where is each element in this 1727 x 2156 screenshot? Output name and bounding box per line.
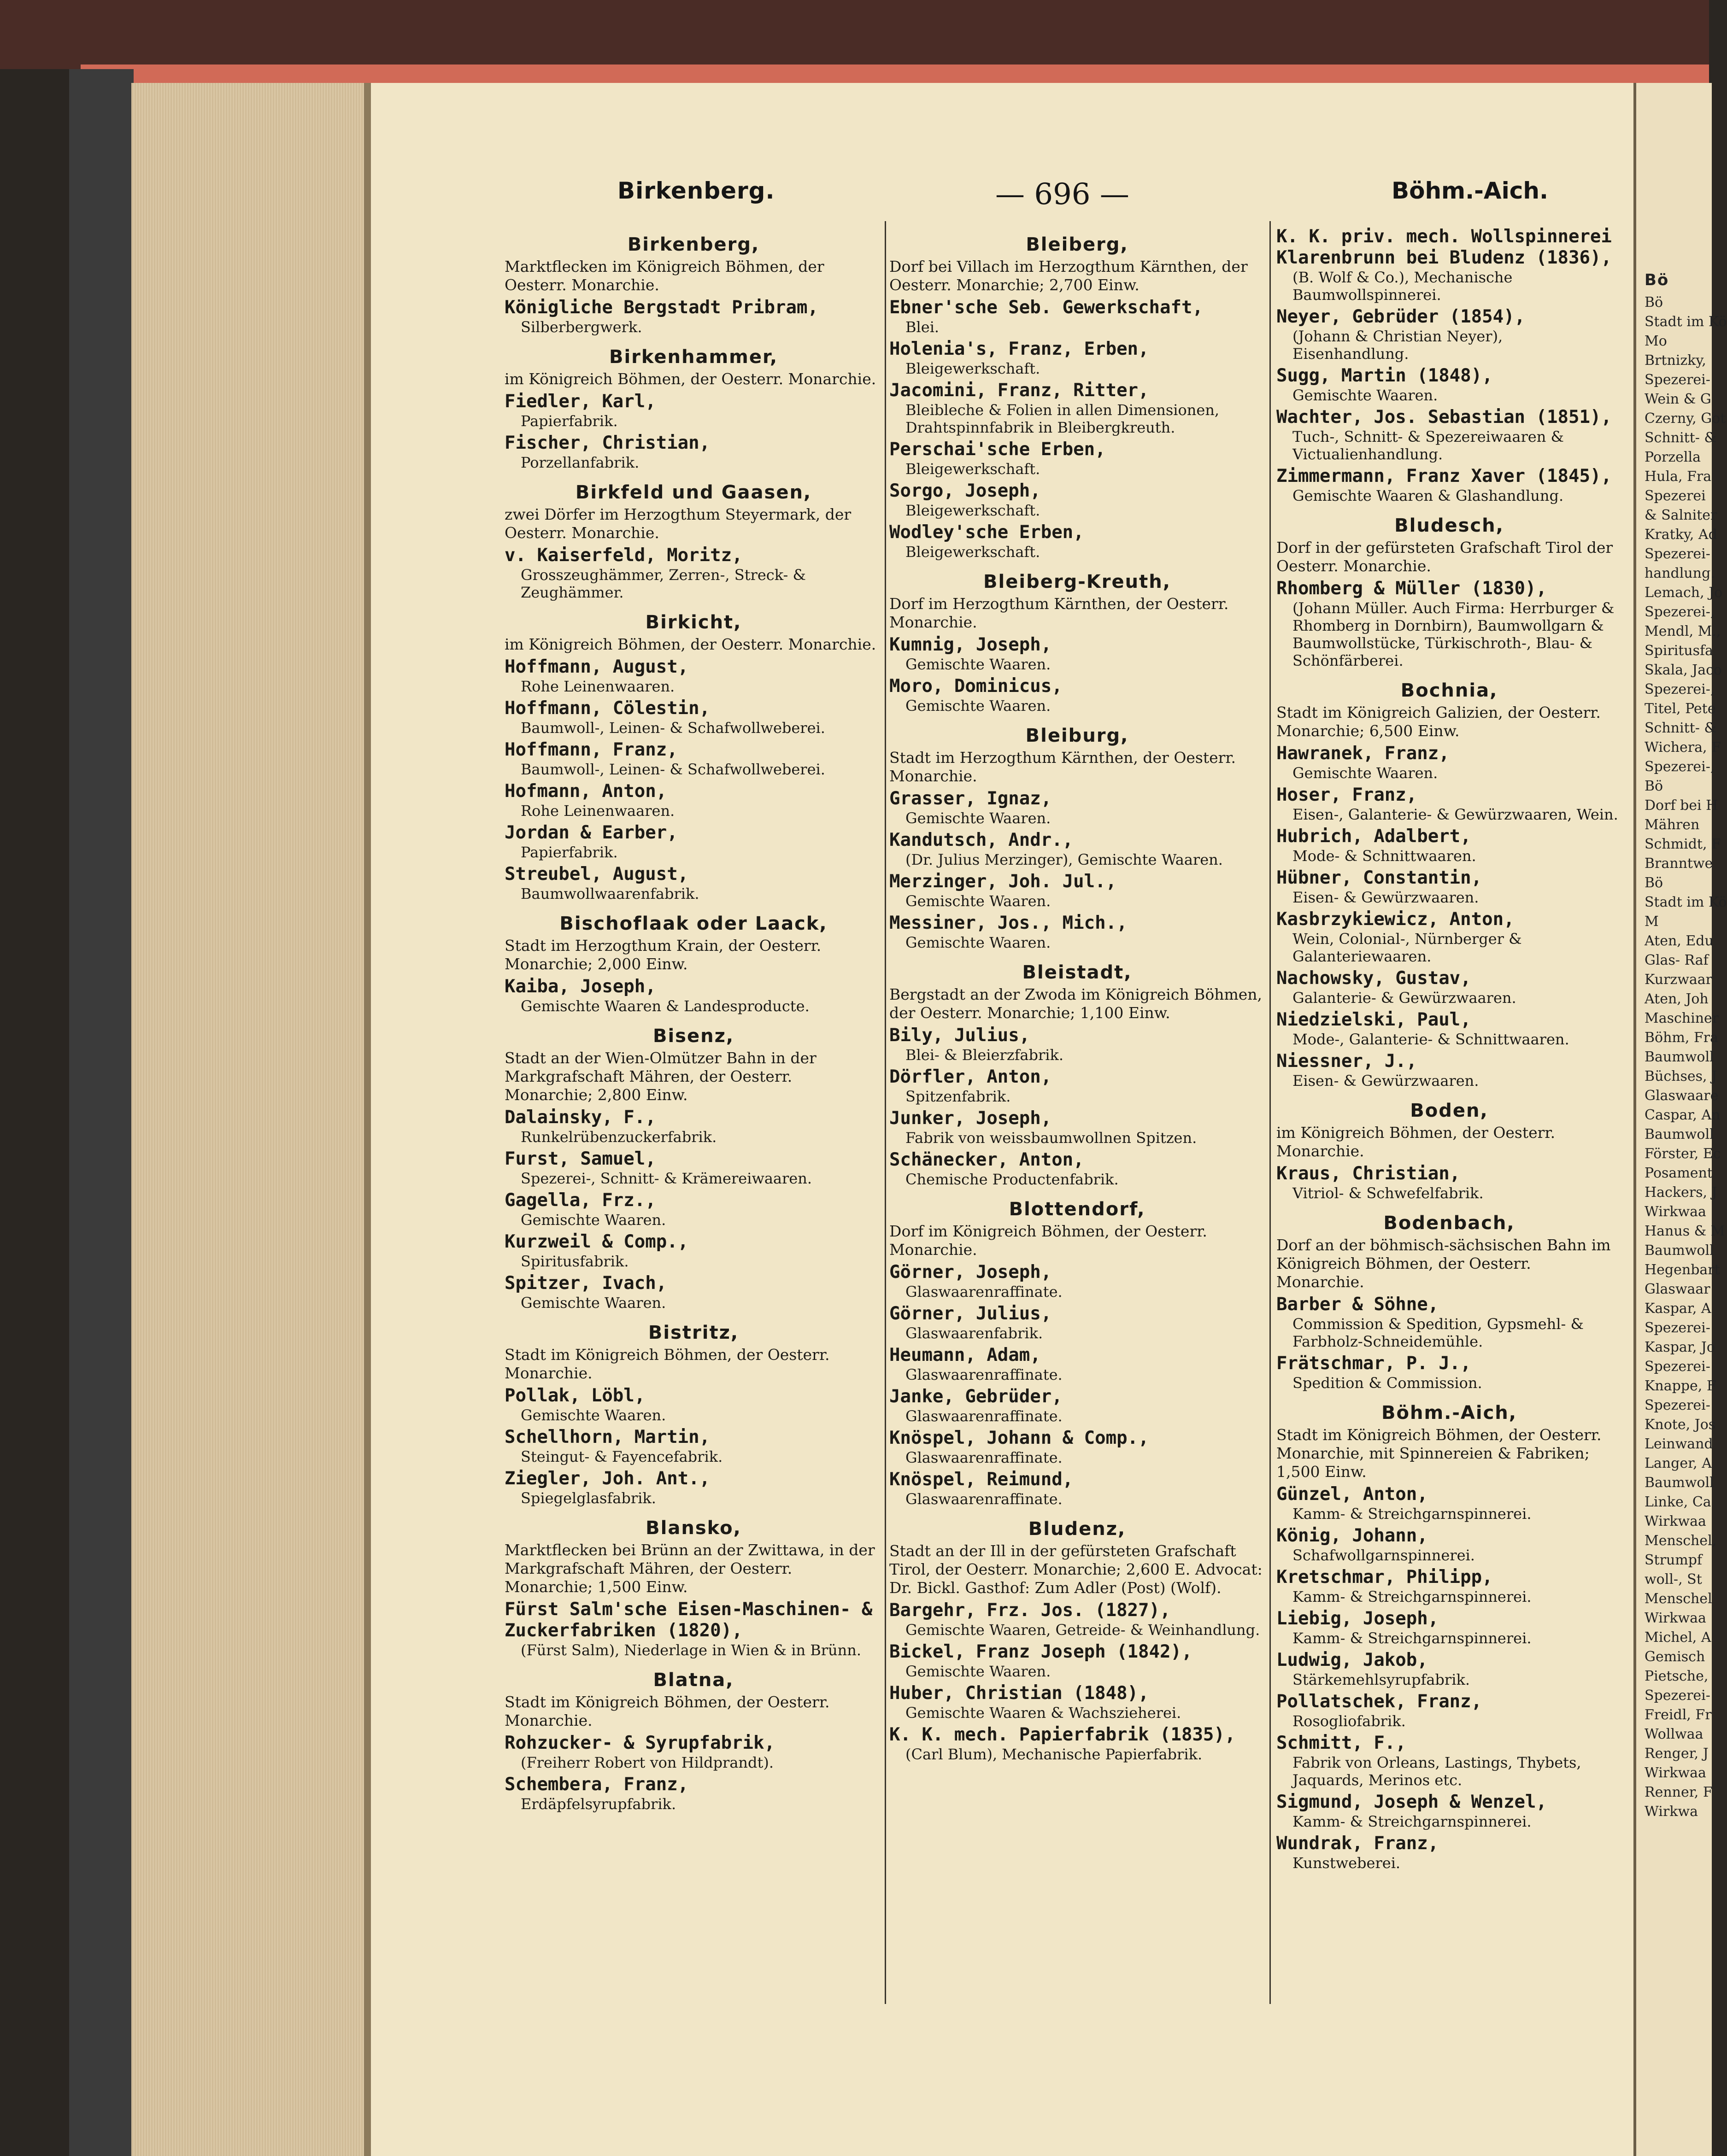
next-page-line: Stadt im Kö bbox=[1645, 314, 1727, 330]
firm-detail: Glaswaarenraffinate. bbox=[905, 1449, 1063, 1466]
column-1 bbox=[505, 223, 882, 1813]
firm-detail: Gemischte Waaren. bbox=[521, 1294, 666, 1312]
firm-detail: (Fürst Salm), Niederlage in Wien & in Brünn. bbox=[521, 1641, 862, 1659]
firm-detail: Bleigewerkschaft. bbox=[905, 543, 1040, 561]
firm-detail: Commission & Spedition, Gypsmehl- & Farbholz-Schneidemühle. bbox=[1292, 1315, 1584, 1350]
next-page-line: Baumwoll bbox=[1645, 1049, 1714, 1065]
next-page-line: Knote, Jos bbox=[1645, 1417, 1716, 1433]
firm-name: Kraus, Christian, bbox=[1276, 1163, 1461, 1184]
next-page-line: Schnitt- & bbox=[1645, 720, 1717, 736]
firm-name: Heumann, Adam, bbox=[889, 1345, 1041, 1365]
firm-detail: Stärkemehlsyrupfabrik. bbox=[1292, 1671, 1470, 1688]
place-heading: Bleiburg, bbox=[1025, 725, 1129, 746]
column-rule bbox=[1269, 221, 1271, 2004]
firm-name: Liebig, Joseph, bbox=[1276, 1608, 1439, 1629]
firm-detail: Vitriol- & Schwefelfabrik. bbox=[1292, 1184, 1484, 1202]
firm-name: Schmitt, F., bbox=[1276, 1733, 1406, 1753]
firm-name: Hübner, Constantin, bbox=[1276, 867, 1482, 888]
next-page-line: Büchses, J bbox=[1645, 1068, 1717, 1084]
next-page-line: Bö bbox=[1645, 778, 1663, 794]
firm-detail: Kamm- & Streichgarnspinnerei. bbox=[1292, 1588, 1532, 1605]
next-page-line: Spezerei-, bbox=[1645, 759, 1715, 775]
next-page-line: Branntwe bbox=[1645, 855, 1713, 872]
next-page-line: Kratky, Ad bbox=[1645, 527, 1717, 543]
next-page-line: Menschel, bbox=[1645, 1533, 1717, 1549]
firm-name: Görner, Joseph, bbox=[889, 1262, 1052, 1283]
firm-name: Barber & Söhne, bbox=[1276, 1294, 1439, 1315]
firm-name: Hofmann, Anton, bbox=[505, 781, 667, 802]
firm-name: Rhomberg & Müller (1830), bbox=[1276, 578, 1547, 599]
firm-name: Furst, Samuel, bbox=[505, 1148, 656, 1169]
firm-detail: Spedition & Commission. bbox=[1292, 1374, 1482, 1392]
firm-name: Kretschmar, Philipp, bbox=[1276, 1567, 1493, 1588]
next-page-line: Spezerei- bbox=[1645, 1687, 1710, 1704]
firm-detail: Gemischte Waaren & Landesproducte. bbox=[521, 997, 810, 1015]
next-page bbox=[1633, 83, 1727, 2156]
firm-name: Kaiba, Joseph, bbox=[505, 976, 656, 997]
firm-detail: Fabrik von weissbaumwollnen Spitzen. bbox=[905, 1129, 1197, 1147]
firm-name: Kurzweil & Comp., bbox=[505, 1231, 689, 1252]
firm-detail: Baumwollwaarenfabrik. bbox=[521, 885, 699, 902]
firm-detail: Gemischte Waaren. bbox=[905, 892, 1051, 910]
next-page-line: Hackers, J bbox=[1645, 1184, 1717, 1201]
next-page-line: Strumpf bbox=[1645, 1552, 1703, 1568]
next-page-line: Pietsche, bbox=[1645, 1668, 1709, 1684]
place-description: Dorf im Königreich Böhmen, der Oesterr. Monarchie. bbox=[889, 1222, 1207, 1259]
firm-detail: Bleibleche & Folien in allen Dimensionen, Drahtspinnfabrik in Bleibergkreuth. bbox=[905, 401, 1220, 436]
place-heading: Boden, bbox=[1410, 1100, 1488, 1121]
next-page-line: Aten, Joh bbox=[1645, 991, 1709, 1007]
firm-detail: Bleigewerkschaft. bbox=[905, 360, 1040, 377]
place-heading: Birkicht, bbox=[645, 612, 742, 633]
next-page-line: Wirkwaa bbox=[1645, 1610, 1706, 1626]
firm-name: Kandutsch, Andr., bbox=[889, 830, 1074, 850]
next-page-fragment-list bbox=[1645, 258, 1727, 1822]
firm-detail: Runkelrübenzuckerfabrik. bbox=[521, 1128, 717, 1146]
firm-detail: Gemischte Waaren. bbox=[905, 809, 1051, 827]
place-heading: Bleistadt, bbox=[1022, 962, 1132, 983]
firm-name: Schembera, Franz, bbox=[505, 1774, 689, 1795]
next-page-line: Spiritusfa bbox=[1645, 643, 1714, 659]
next-page-line: Wirkwaa bbox=[1645, 1765, 1706, 1781]
firm-detail: Rohe Leinenwaaren. bbox=[521, 802, 675, 820]
place-heading: Bleiberg, bbox=[1026, 234, 1128, 255]
next-page-line: Baumwoll bbox=[1645, 1242, 1714, 1259]
firm-name: Ludwig, Jakob, bbox=[1276, 1650, 1428, 1670]
next-page-line: Lemach, Jo bbox=[1645, 585, 1723, 601]
firm-name: Ebner'sche Seb. Gewerkschaft, bbox=[889, 297, 1203, 318]
firm-name: Schänecker, Anton, bbox=[889, 1149, 1084, 1170]
firm-detail: Gemischte Waaren. bbox=[521, 1211, 666, 1229]
firm-name: Janke, Gebrüder, bbox=[889, 1386, 1063, 1407]
firm-name: Spitzer, Ivach, bbox=[505, 1273, 667, 1294]
firm-name: Wachter, Jos. Sebastian (1851), bbox=[1276, 407, 1612, 428]
firm-detail: Papierfabrik. bbox=[521, 844, 618, 861]
firm-name: Sugg, Martin (1848), bbox=[1276, 365, 1493, 386]
next-page-line: M bbox=[1645, 914, 1659, 930]
firm-name: Görner, Julius, bbox=[889, 1303, 1052, 1324]
next-page-line: Baumwoll bbox=[1645, 1475, 1714, 1491]
next-page-line: Spezerei bbox=[1645, 488, 1706, 504]
firm-name: Perschai'sche Erben, bbox=[889, 439, 1106, 460]
firm-name: Niedzielski, Paul, bbox=[1276, 1009, 1471, 1030]
firm-detail: Rohe Leinenwaaren. bbox=[521, 678, 675, 695]
page-number: — 696 — bbox=[995, 177, 1129, 211]
place-description: Marktflecken im Königreich Böhmen, der Oesterr. Monarchie. bbox=[505, 258, 824, 294]
next-page-line: Porzella bbox=[1645, 449, 1701, 465]
next-page-line: Leinwand bbox=[1645, 1436, 1713, 1452]
firm-detail: Steingut- & Fayencefabrik. bbox=[521, 1448, 723, 1465]
firm-detail: Rosogliofabrik. bbox=[1292, 1712, 1406, 1730]
firm-name: Schellhorn, Martin, bbox=[505, 1427, 711, 1447]
place-description: im Königreich Böhmen, der Oesterr. Monarchie. bbox=[505, 370, 876, 388]
firm-name: Merzinger, Joh. Jul., bbox=[889, 871, 1117, 892]
firm-detail: Gemischte Waaren & Wachszieherei. bbox=[905, 1704, 1181, 1722]
firm-name: Sorgo, Joseph, bbox=[889, 480, 1041, 501]
firm-detail: Papierfabrik. bbox=[521, 412, 618, 430]
next-page-line: Menschel bbox=[1645, 1591, 1712, 1607]
firm-detail: Blei- & Bleierzfabrik. bbox=[905, 1046, 1064, 1064]
next-page-line: Baumwoll bbox=[1645, 1126, 1714, 1142]
firm-detail: Gemischte Waaren. bbox=[905, 1663, 1051, 1680]
next-page-line: Michel, A bbox=[1645, 1629, 1711, 1646]
column-rule bbox=[885, 221, 886, 2004]
firm-name: Kasbrzykiewicz, Anton, bbox=[1276, 909, 1515, 930]
next-page-line: Posament bbox=[1645, 1165, 1713, 1181]
firm-detail: Gemischte Waaren. bbox=[1292, 764, 1438, 782]
firm-name: Fürst Salm'sche Eisen-Maschinen- & Zuckerfabriken (1820), bbox=[505, 1599, 873, 1641]
firm-detail: Schafwollgarnspinnerei. bbox=[1292, 1547, 1475, 1564]
next-page-line: Wein & G bbox=[1645, 391, 1711, 407]
place-heading: Bludenz, bbox=[1028, 1518, 1126, 1540]
firm-name: Hoffmann, Franz, bbox=[505, 739, 678, 760]
firm-detail: Gemischte Waaren & Glashandlung. bbox=[1292, 487, 1564, 504]
place-description: Stadt im Herzogthum Kärnthen, der Oesterr. Monarchie. bbox=[889, 749, 1236, 785]
firm-detail: Gemischte Waaren. bbox=[905, 656, 1051, 673]
next-page-line: Spezerei- bbox=[1645, 1397, 1710, 1413]
firm-name: Bily, Julius, bbox=[889, 1025, 1030, 1046]
firm-detail: Eisen- & Gewürzwaaren. bbox=[1292, 1072, 1479, 1090]
place-heading: Birkfeld und Gaasen, bbox=[575, 482, 812, 503]
next-page-line: Freidl, Fr bbox=[1645, 1707, 1712, 1723]
firm-name: Ziegler, Joh. Ant., bbox=[505, 1468, 711, 1489]
place-description: Stadt an der Wien-Olmützer Bahn in der Markgrafschaft Mähren, der Oesterr. Monarchie; 2,800 Einw. bbox=[505, 1049, 817, 1104]
next-page-line: woll-, St bbox=[1645, 1571, 1702, 1588]
next-page-line: Spezerei- bbox=[1645, 1359, 1710, 1375]
next-page-line: Wirkwaa bbox=[1645, 1513, 1706, 1529]
next-page-line: Hula, Fra bbox=[1645, 469, 1712, 485]
place-description: Dorf bei Villach im Herzogthum Kärnthen, der Oesterr. Monarchie; 2,700 Einw. bbox=[889, 258, 1248, 294]
firm-name: Dalainsky, F., bbox=[505, 1107, 656, 1128]
next-page-line: Hegenbart bbox=[1645, 1262, 1720, 1278]
firm-detail: Mode-, Galanterie- & Schnittwaaren. bbox=[1292, 1031, 1569, 1048]
firm-detail: Fabrik von Orleans, Lastings, Thybets, Jaquards, Merinos etc. bbox=[1292, 1754, 1581, 1789]
place-heading: Blatna, bbox=[653, 1670, 734, 1691]
next-page-header: Bö bbox=[1645, 271, 1669, 289]
next-page-line: Wirkwaa bbox=[1645, 1204, 1706, 1220]
firm-detail: Grosszeughämmer, Zerren-, Streck- & Zeughämmer. bbox=[521, 566, 806, 601]
next-page-line: Spezerei- bbox=[1645, 546, 1710, 562]
firm-name: Pollatschek, Franz, bbox=[1276, 1691, 1482, 1712]
place-heading: Birkenhammer, bbox=[609, 346, 778, 368]
firm-name: Messiner, Jos., Mich., bbox=[889, 913, 1128, 933]
firm-name: Huber, Christian (1848), bbox=[889, 1683, 1149, 1704]
place-heading: Bleiberg-Kreuth, bbox=[983, 571, 1171, 592]
place-heading: Bistritz, bbox=[648, 1322, 739, 1343]
firm-detail: (Freiherr Robert von Hildprandt). bbox=[521, 1754, 774, 1771]
next-page-line: Glas- Raf bbox=[1645, 952, 1709, 968]
place-description: Dorf im Herzogthum Kärnthen, der Oesterr. Monarchie. bbox=[889, 595, 1229, 631]
firm-detail: Erdäpfelsyrupfabrik. bbox=[521, 1795, 676, 1813]
place-description: Stadt an der Ill in der gefürsteten Grafschaft Tirol, der Oesterr. Monarchie; 2,600 E. Advocat: Dr. Bickl. Gasthof: Zum Adler (Post) (Wolf). bbox=[889, 1542, 1263, 1597]
firm-name: Grasser, Ignaz, bbox=[889, 788, 1052, 809]
next-page-line: Skala, Jaco bbox=[1645, 662, 1722, 678]
firm-detail: Wein, Colonial-, Nürnberger & Galanteriewaaren. bbox=[1292, 930, 1522, 965]
firm-name: Jacomini, Franz, Ritter, bbox=[889, 380, 1149, 401]
firm-detail: (Dr. Julius Merzinger), Gemischte Waaren. bbox=[905, 851, 1223, 868]
next-page-line: Renger, J bbox=[1645, 1746, 1709, 1762]
next-page-line: Wirkwa bbox=[1645, 1804, 1698, 1820]
firm-detail: Gemischte Waaren. bbox=[905, 934, 1051, 951]
firm-name: Neyer, Gebrüder (1854), bbox=[1276, 306, 1526, 327]
firm-name: Fischer, Christian, bbox=[505, 433, 711, 453]
place-heading: Bischoflaak oder Laack, bbox=[559, 913, 828, 934]
firm-detail: Spiegelglasfabrik. bbox=[521, 1489, 656, 1507]
place-heading: Birkenberg, bbox=[627, 234, 760, 255]
place-description: Bergstadt an der Zwoda im Königreich Böhmen, der Oesterr. Monarchie; 1,100 Einw. bbox=[889, 985, 1263, 1022]
background-top bbox=[0, 0, 1709, 69]
place-description: Stadt im Königreich Galizien, der Oesterr. Monarchie; 6,500 Einw. bbox=[1276, 703, 1601, 740]
place-heading: Bodenbach, bbox=[1383, 1213, 1515, 1234]
firm-detail: Bleigewerkschaft. bbox=[905, 460, 1040, 478]
place-heading: Bochnia, bbox=[1400, 680, 1498, 701]
place-description: Marktflecken bei Brünn an der Zwittawa, in der Markgrafschaft Mähren, der Oesterr. Monarchie; 1,500 Einw. bbox=[505, 1541, 875, 1596]
firm-detail: Eisen- & Gewürzwaaren. bbox=[1292, 889, 1479, 906]
next-page-line: Kaspar, A bbox=[1645, 1301, 1711, 1317]
firm-name: Wundrak, Franz, bbox=[1276, 1833, 1439, 1854]
firm-name: Sigmund, Joseph & Wenzel, bbox=[1276, 1792, 1547, 1812]
next-page-line: Brtnizky, bbox=[1645, 352, 1706, 369]
next-page-line: Knappe, F bbox=[1645, 1378, 1716, 1394]
next-page-line: Gemisch bbox=[1645, 1649, 1705, 1665]
firm-detail: Glaswaarenraffinate. bbox=[905, 1283, 1063, 1301]
firm-detail: Chemische Productenfabrik. bbox=[905, 1171, 1119, 1188]
firm-detail: Gemischte Waaren. bbox=[521, 1406, 666, 1424]
firm-name: Hubrich, Adalbert, bbox=[1276, 826, 1471, 847]
next-page-line: Wollwaa bbox=[1645, 1726, 1704, 1742]
next-page-line: Spezerei- bbox=[1645, 372, 1710, 388]
place-heading: Blansko, bbox=[646, 1517, 741, 1539]
next-page-line: Titel, Pete bbox=[1645, 701, 1716, 717]
place-description: Dorf an der böhmisch-sächsischen Bahn im Königreich Böhmen, der Oesterr. Monarchie. bbox=[1276, 1236, 1611, 1291]
place-description: im Königreich Böhmen, der Oesterr. Monarchie. bbox=[1276, 1124, 1556, 1160]
next-page-line: Hanus & M bbox=[1645, 1223, 1725, 1239]
firm-name: Hoser, Franz, bbox=[1276, 785, 1417, 805]
book-spine bbox=[69, 69, 134, 2156]
place-heading: Böhm.-Aich, bbox=[1381, 1402, 1517, 1424]
column-3 bbox=[1276, 223, 1622, 1872]
firm-detail: (B. Wolf & Co.), Mechanische Baumwollspinnerei. bbox=[1292, 269, 1513, 304]
next-page-line: Bö bbox=[1645, 294, 1663, 311]
firm-detail: Spitzenfabrik. bbox=[905, 1088, 1011, 1105]
firm-detail: Glaswaarenraffinate. bbox=[905, 1407, 1063, 1425]
next-page-line: Langer, A bbox=[1645, 1455, 1712, 1471]
place-description: Stadt im Königreich Böhmen, der Oesterr. Monarchie, mit Spinnereien & Fabriken; 1,500 Einw. bbox=[1276, 1426, 1602, 1481]
firm-name: Bargehr, Frz. Jos. (1827), bbox=[889, 1600, 1171, 1621]
firm-detail: Gemischte Waaren, Getreide- & Weinhandlung. bbox=[905, 1621, 1260, 1639]
firm-detail: Kamm- & Streichgarnspinnerei. bbox=[1292, 1813, 1532, 1830]
place-description: zwei Dörfer im Herzogthum Steyermark, der Oesterr. Monarchie. bbox=[505, 505, 852, 542]
firm-name: Königliche Bergstadt Pribram, bbox=[505, 297, 818, 318]
firm-name: Knöspel, Reimund, bbox=[889, 1469, 1074, 1490]
next-page-line: Schmidt, F bbox=[1645, 836, 1721, 852]
firm-name: v. Kaiserfeld, Moritz, bbox=[505, 545, 743, 566]
firm-name: Junker, Joseph, bbox=[889, 1108, 1052, 1129]
firm-name: König, Johann, bbox=[1276, 1525, 1428, 1546]
firm-name: Kumnig, Joseph, bbox=[889, 634, 1052, 655]
firm-name: Pollak, Löbl, bbox=[505, 1385, 646, 1406]
firm-name: Nachowsky, Gustav, bbox=[1276, 968, 1471, 989]
firm-detail: Spezerei-, Schnitt- & Krämereiwaaren. bbox=[521, 1170, 812, 1187]
next-page-line: Kaspar, Jo bbox=[1645, 1339, 1715, 1355]
page-edges bbox=[131, 83, 369, 2156]
firm-detail: Gemischte Waaren. bbox=[1292, 387, 1438, 404]
next-page-line: Linke, Ca bbox=[1645, 1494, 1711, 1510]
firm-detail: Silberbergwerk. bbox=[521, 318, 642, 336]
firm-detail: Blei. bbox=[905, 318, 940, 336]
firm-name: K. K. priv. mech. Wollspinnerei Klarenbrunn bei Bludenz (1836), bbox=[1276, 226, 1612, 268]
firm-detail: (Carl Blum), Mechanische Papierfabrik. bbox=[905, 1746, 1203, 1763]
firm-detail: Glaswaarenraffinate. bbox=[905, 1490, 1063, 1508]
firm-name: Dörfler, Anton, bbox=[889, 1066, 1052, 1087]
firm-name: Zimmermann, Franz Xaver (1845), bbox=[1276, 466, 1612, 486]
next-page-line: Mähren bbox=[1645, 817, 1700, 833]
place-description: Stadt im Königreich Böhmen, der Oesterr. Monarchie. bbox=[505, 1346, 830, 1382]
firm-detail: Porzellanfabrik. bbox=[521, 454, 640, 471]
next-page-line: Bö bbox=[1645, 875, 1663, 891]
next-page-line: Stadt im Kö bbox=[1645, 894, 1727, 910]
next-page-line: Aten, Edu bbox=[1645, 933, 1714, 949]
next-page-line: Mendl, M., bbox=[1645, 623, 1721, 639]
firm-name: Bickel, Franz Joseph (1842), bbox=[889, 1641, 1192, 1662]
firm-detail: Mode- & Schnittwaaren. bbox=[1292, 847, 1476, 865]
next-page-line: Czerny, Got bbox=[1645, 410, 1726, 427]
next-page-line: Renner, F bbox=[1645, 1784, 1713, 1800]
firm-name: Moro, Dominicus, bbox=[889, 676, 1063, 697]
next-page-line: & Salniter bbox=[1645, 507, 1717, 523]
place-description: Dorf in der gefürsteten Grafschaft Tirol der Oesterr. Monarchie. bbox=[1276, 539, 1613, 575]
next-page-line: Spezerei- bbox=[1645, 1320, 1710, 1336]
firm-name: Wodley'sche Erben, bbox=[889, 522, 1084, 543]
next-page-line: Mo bbox=[1645, 333, 1667, 349]
next-page-line: Glaswaare bbox=[1645, 1088, 1719, 1104]
firm-name: Knöspel, Johann & Comp., bbox=[889, 1428, 1149, 1448]
firm-name: Rohzucker- & Syrupfabrik, bbox=[505, 1733, 775, 1753]
next-page-line: Kurzwaar bbox=[1645, 972, 1713, 988]
firm-name: Fiedler, Karl, bbox=[505, 391, 656, 412]
firm-detail: Bleigewerkschaft. bbox=[905, 502, 1040, 519]
firm-detail: Spiritusfabrik. bbox=[521, 1253, 629, 1270]
firm-detail: Glaswaarenfabrik. bbox=[905, 1324, 1043, 1342]
firm-name: Streubel, August, bbox=[505, 864, 689, 885]
firm-detail: (Johann Müller. Auch Firma: Herrburger & Rhomberg in Dornbirn), Baumwollgarn & Baumwollstücke, Türkischroth-, Blau- & Schönfärberei. bbox=[1292, 599, 1615, 669]
place-heading: Bisenz, bbox=[652, 1025, 734, 1047]
running-header-right: Böhm.-Aich. bbox=[1392, 177, 1548, 204]
next-page-line: Dorf bei H bbox=[1645, 797, 1718, 814]
next-page-line: Wichera, F bbox=[1645, 739, 1721, 756]
firm-name: Günzel, Anton, bbox=[1276, 1484, 1428, 1505]
next-page-line: Spezerei-, bbox=[1645, 604, 1715, 620]
firm-detail: (Johann & Christian Neyer), Eisenhandlung. bbox=[1292, 328, 1503, 363]
place-heading: Bludesch, bbox=[1394, 515, 1504, 536]
firm-name: Hoffmann, Cölestin, bbox=[505, 698, 711, 719]
next-page-line: Maschiner bbox=[1645, 1010, 1719, 1026]
place-description: im Königreich Böhmen, der Oesterr. Monarchie. bbox=[505, 635, 876, 653]
place-description: Stadt im Königreich Böhmen, der Oesterr. Monarchie. bbox=[505, 1693, 830, 1729]
firm-detail: Kamm- & Streichgarnspinnerei. bbox=[1292, 1629, 1532, 1647]
firm-name: Hawranek, Franz, bbox=[1276, 743, 1450, 764]
next-page-line: Böhm, Fra bbox=[1645, 1030, 1718, 1046]
firm-name: K. K. mech. Papierfabrik (1835), bbox=[889, 1724, 1236, 1745]
firm-detail: Tuch-, Schnitt- & Spezereiwaaren & Victualienhandlung. bbox=[1292, 428, 1564, 463]
firm-name: Niessner, J., bbox=[1276, 1051, 1417, 1072]
firm-detail: Glaswaarenraffinate. bbox=[905, 1366, 1063, 1383]
place-heading: Blottendorf, bbox=[1009, 1199, 1145, 1220]
firm-detail: Baumwoll-, Leinen- & Schafwollweberei. bbox=[521, 761, 825, 778]
firm-name: Holenia's, Franz, Erben, bbox=[889, 339, 1149, 359]
firm-detail: Kunstweberei. bbox=[1292, 1854, 1401, 1872]
firm-detail: Eisen-, Galanterie- & Gewürzwaaren, Wein. bbox=[1292, 806, 1618, 823]
next-page-line: Förster, Ec bbox=[1645, 1146, 1721, 1162]
place-description: Stadt im Herzogthum Krain, der Oesterr. Monarchie; 2,000 Einw. bbox=[505, 937, 822, 973]
firm-detail: Gemischte Waaren. bbox=[905, 697, 1051, 715]
firm-name: Jordan & Earber, bbox=[505, 822, 678, 843]
next-page-line: Schnitt- & bbox=[1645, 430, 1717, 446]
next-page-line: Glaswaar bbox=[1645, 1281, 1710, 1297]
next-page-line: Caspar, An bbox=[1645, 1107, 1721, 1123]
firm-name: Frätschmar, P. J., bbox=[1276, 1353, 1471, 1374]
next-page-line: Spezerei-, bbox=[1645, 681, 1715, 697]
firm-detail: Galanterie- & Gewürzwaaren. bbox=[1292, 989, 1516, 1007]
firm-name: Hoffmann, August, bbox=[505, 656, 689, 677]
next-page-line: handlung. bbox=[1645, 565, 1715, 581]
firm-detail: Kamm- & Streichgarnspinnerei. bbox=[1292, 1505, 1532, 1523]
firm-detail: Baumwoll-, Leinen- & Schafwollweberei. bbox=[521, 719, 825, 737]
column-2 bbox=[889, 223, 1265, 1763]
firm-name: Gagella, Frz., bbox=[505, 1190, 656, 1211]
running-header-left: Birkenberg. bbox=[617, 177, 775, 204]
